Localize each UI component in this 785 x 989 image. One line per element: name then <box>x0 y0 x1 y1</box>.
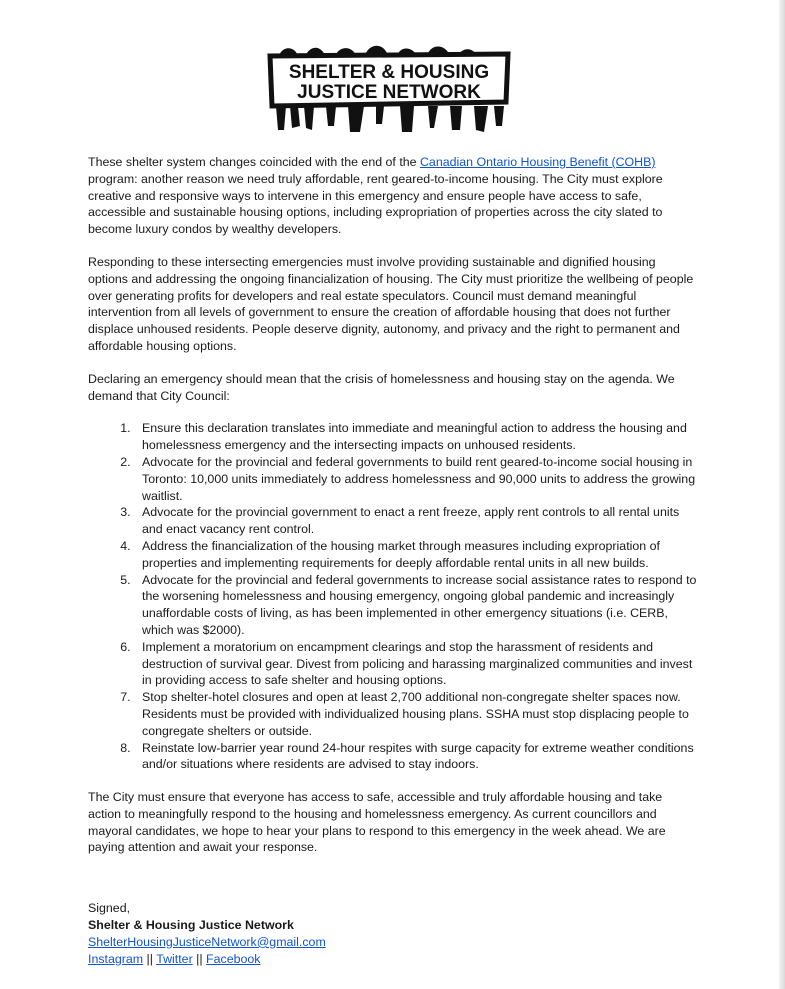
social-links <box>88 951 698 968</box>
paragraph-closing: The City must ensure that everyone has access to safe, accessible and truly affordable housing and take action to meaningfully respond to the housing and homelessness emergency. As current councillors and mayoral candidates, we hope to hear your plans to respond to this emergency in the week ahead. We are paying attention and await your response. <box>88 790 666 855</box>
list-item: 5. Advocate for the provincial and federal governments to increase social assistance rates to respond to the worsening homelessness and housing emergency, ongoing global pandemic and increasingly unaffordable costs of living, as has been implemented in other emergency situations (i.e. CERB, which was $2000). <box>134 572 698 639</box>
letter-body <box>88 154 698 967</box>
signed-label: Signed, <box>88 901 131 916</box>
list-item: 2. Advocate for the provincial and federal governments to build rent geared-to-income social housing in Toronto: 10,000 units immediately to address homelessness and 90,000 units to address the growing waitlist. <box>134 454 698 504</box>
list-item: 4. Address the financialization of the housing market through measures including expropriation of properties and implementing requirements for deeply affordable rental units in all new builds. <box>134 538 698 572</box>
separator: || <box>196 951 203 966</box>
page-edge-shadow <box>779 0 785 989</box>
email-link[interactable]: ShelterHousingJusticeNetwork@gmail.com <box>88 934 326 949</box>
list-item: 6. Implement a moratorium on encampment clearings and stop the harassment of residents and destruction of survival gear. Divest from policing and harassing marginalized communities and invest in providing access to safe shelter and housing options. <box>134 639 698 689</box>
demands-list <box>88 420 698 773</box>
logo-line-2: JUSTICE NETWORK <box>297 82 481 103</box>
instagram-link[interactable]: Instagram <box>88 951 144 966</box>
list-item: 8. Reinstate low-barrier year round 24-hour respites with surge capacity for extreme weather conditions and/or situations where residents are advised to stay indoors. <box>134 740 698 774</box>
list-item: 1. Ensure this declaration translates into immediate and meaningful action to address the housing and homelessness emergency and the intersecting impacts on unhoused residents. <box>134 420 698 454</box>
p1-text-before: These shelter system changes coincided with the end of the <box>88 155 420 169</box>
paragraph-intersecting-emergencies: Responding to these intersecting emergencies must involve providing sustainable and dignified housing options and addressing the ongoing financialization of housing. The City must prioritize the wellbeing of people over generating profits for developers and real estate speculators. Council must demand meaningful intervention from all levels of government to ensure the creation of affordable housing that does not further displace unhoused residents. People deserve dignity, autonomy, and privacy and the right to permanent and affordable housing options. <box>88 254 694 353</box>
separator: || <box>146 951 153 966</box>
organization-name: Shelter & Housing Justice Network <box>88 918 294 933</box>
paragraph-declaring-emergency: Declaring an emergency should mean that the crisis of homelessness and housing stay on the agenda. We demand that City Council: <box>88 371 675 403</box>
signature-block <box>88 900 698 967</box>
facebook-link[interactable]: Facebook <box>206 951 261 966</box>
paragraph-cohb <box>88 154 698 238</box>
shelter-housing-justice-network-logo <box>264 40 514 140</box>
twitter-link[interactable]: Twitter <box>156 951 193 966</box>
p1-text-after: program: another reason we need truly affordable, rent geared-to-income housing. The City must explore creative and responsive ways to intervene in this emergency and ensure people have access to safe, accessible and sustainable housing options, including expropriation of properties across the city slated to become luxury condos by wealthy developers. <box>88 171 663 237</box>
cohb-link[interactable]: Canadian Ontario Housing Benefit (COHB) <box>419 155 656 169</box>
list-item: 7. Stop shelter-hotel closures and open at least 2,700 additional non-congregate shelter spaces now. Residents must be provided with individualized housing plans. SSHA must stop displacing people to congregate shelters or outside. <box>134 689 698 739</box>
logo-line-1: SHELTER & HOUSING <box>288 62 490 83</box>
list-item: 3. Advocate for the provincial government to enact a rent freeze, apply rent controls to all rental units and enact vacancy rent control. <box>134 504 698 538</box>
